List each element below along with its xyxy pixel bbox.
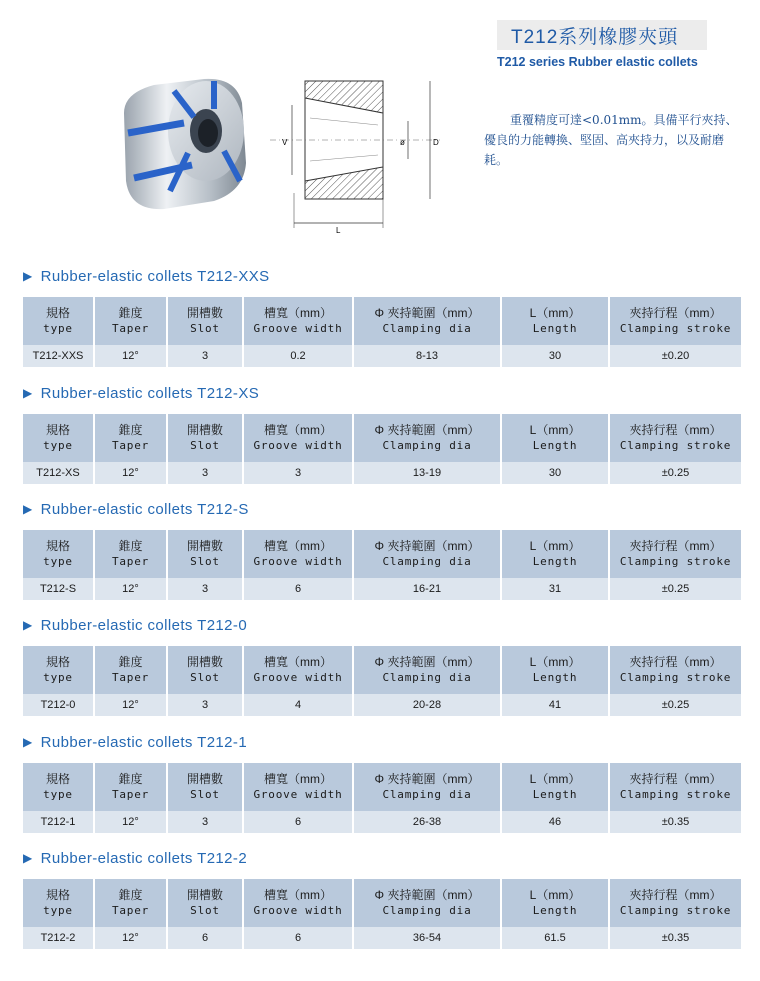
column-header-en: Slot	[190, 555, 220, 568]
column-header	[609, 879, 741, 927]
table-cell: 6	[243, 578, 353, 600]
table-row	[23, 927, 741, 949]
column-header-en: Length	[532, 788, 578, 801]
table-cell: ±0.25	[609, 462, 741, 484]
table-cell: 30	[501, 345, 609, 367]
column-header-zh: 夾持行程（mm）	[629, 539, 722, 553]
column-header	[243, 414, 353, 462]
triangle-bullet-icon: ▶	[23, 735, 33, 749]
spec-table	[23, 530, 741, 600]
column-header-zh: 錐度	[118, 423, 143, 437]
section-title-text: Rubber-elastic collets T212-XXS	[40, 267, 270, 285]
spec-section	[23, 265, 741, 367]
table-cell: T212-XXS	[23, 345, 94, 367]
table-row	[23, 345, 741, 367]
column-header-en: Groove width	[253, 671, 343, 684]
table-cell: ±0.35	[609, 811, 741, 833]
column-header	[23, 879, 94, 927]
column-header	[353, 646, 501, 694]
column-header-en: type	[43, 555, 73, 568]
column-header	[243, 530, 353, 578]
column-header-en: Groove width	[253, 439, 343, 452]
table-cell: T212-S	[23, 578, 94, 600]
column-header-zh: 錐度	[118, 306, 143, 320]
column-header-zh: 規格	[45, 423, 70, 437]
column-header	[609, 414, 741, 462]
section-title	[23, 382, 741, 404]
section-title	[23, 614, 741, 636]
table-cell: 3	[167, 578, 243, 600]
section-title-text: Rubber-elastic collets T212-S	[40, 500, 249, 518]
section-title-text: Rubber-elastic collets T212-1	[40, 733, 248, 751]
table-cell: 61.5	[501, 927, 609, 949]
table-cell: T212-1	[23, 811, 94, 833]
table-cell: 36-54	[353, 927, 501, 949]
table-cell: 12°	[94, 578, 167, 600]
column-header-en: Clamping stroke	[619, 671, 732, 684]
column-header-en: Slot	[190, 671, 220, 684]
section-title	[23, 731, 741, 753]
column-header-en: Groove width	[253, 788, 343, 801]
column-header-zh: Φ 夾持範圍（mm）	[374, 655, 480, 669]
column-header	[167, 646, 243, 694]
column-header	[94, 414, 167, 462]
column-header-en: type	[43, 904, 73, 917]
column-header-en: Slot	[190, 322, 220, 335]
column-header-en: Taper	[111, 788, 150, 801]
table-cell: 13-19	[353, 462, 501, 484]
column-header-zh: 槽寬（mm）	[264, 306, 332, 320]
column-header-zh: L（mm）	[529, 655, 581, 669]
table-cell: 3	[167, 811, 243, 833]
table-cell: 3	[167, 345, 243, 367]
column-header	[501, 763, 609, 811]
column-header-en: Clamping dia	[382, 904, 472, 917]
table-cell: 6	[243, 927, 353, 949]
table-cell: T212-XS	[23, 462, 94, 484]
column-header	[167, 297, 243, 345]
section-title-text: Rubber-elastic collets T212-XS	[40, 384, 260, 402]
table-row	[23, 578, 741, 600]
spec-table	[23, 646, 741, 716]
table-cell: 12°	[94, 811, 167, 833]
table-cell: 12°	[94, 462, 167, 484]
column-header	[353, 530, 501, 578]
column-header-zh: Φ 夾持範圍（mm）	[374, 888, 480, 902]
column-header-en: Length	[532, 439, 578, 452]
section-title	[23, 847, 741, 869]
column-header-zh: 夾持行程（mm）	[629, 423, 722, 437]
table-cell: 6	[243, 811, 353, 833]
column-header-en: Groove width	[253, 904, 343, 917]
table-cell: 8-13	[353, 345, 501, 367]
spec-section	[23, 847, 741, 949]
column-header	[609, 530, 741, 578]
column-header	[243, 297, 353, 345]
column-header-zh: 錐度	[118, 655, 143, 669]
table-row	[23, 811, 741, 833]
spec-table	[23, 879, 741, 949]
table-cell: 12°	[94, 927, 167, 949]
table-row	[23, 694, 741, 716]
table-header-row	[23, 763, 741, 811]
column-header-zh: 錐度	[118, 539, 143, 553]
column-header	[353, 414, 501, 462]
column-header	[23, 530, 94, 578]
column-header	[94, 646, 167, 694]
column-header	[353, 763, 501, 811]
column-header-en: Groove width	[253, 322, 343, 335]
column-header	[94, 297, 167, 345]
column-header-zh: 開槽數	[186, 423, 223, 437]
table-cell: 16-21	[353, 578, 501, 600]
spec-section	[23, 498, 741, 600]
column-header	[501, 297, 609, 345]
column-header-en: Length	[532, 904, 578, 917]
column-header-en: Clamping stroke	[619, 788, 732, 801]
column-header-zh: L（mm）	[529, 423, 581, 437]
column-header	[609, 297, 741, 345]
column-header	[243, 646, 353, 694]
table-cell: T212-0	[23, 694, 94, 716]
triangle-bullet-icon: ▶	[23, 386, 33, 400]
page-subtitle: T212 series Rubber elastic collets	[497, 55, 698, 69]
column-header-en: Slot	[190, 904, 220, 917]
table-cell: 3	[167, 462, 243, 484]
spec-section	[23, 614, 741, 716]
column-header-zh: 夾持行程（mm）	[629, 888, 722, 902]
column-header-en: Clamping dia	[382, 671, 472, 684]
column-header-en: Clamping dia	[382, 555, 472, 568]
drawing-label-d: D	[433, 138, 439, 147]
column-header-zh: 規格	[45, 306, 70, 320]
column-header	[609, 763, 741, 811]
triangle-bullet-icon: ▶	[23, 269, 33, 283]
column-header	[94, 530, 167, 578]
column-header-en: Taper	[111, 671, 150, 684]
column-header-zh: 槽寬（mm）	[264, 772, 332, 786]
column-header-zh: Φ 夾持範圍（mm）	[374, 539, 480, 553]
column-header	[167, 879, 243, 927]
spec-table	[23, 414, 741, 484]
table-cell: 3	[243, 462, 353, 484]
table-cell: 46	[501, 811, 609, 833]
column-header-zh: Φ 夾持範圍（mm）	[374, 423, 480, 437]
column-header-en: Taper	[111, 322, 150, 335]
column-header-zh: 夾持行程（mm）	[629, 306, 722, 320]
column-header-en: Length	[532, 671, 578, 684]
table-header-row	[23, 414, 741, 462]
table-header-row	[23, 297, 741, 345]
column-header-zh: 規格	[45, 888, 70, 902]
column-header	[609, 646, 741, 694]
table-cell: ±0.25	[609, 578, 741, 600]
column-header	[353, 297, 501, 345]
column-header-zh: L（mm）	[529, 306, 581, 320]
column-header-zh: 開槽數	[186, 539, 223, 553]
column-header-zh: 槽寬（mm）	[264, 423, 332, 437]
column-header-en: Clamping dia	[382, 788, 472, 801]
column-header	[23, 763, 94, 811]
table-header-row	[23, 646, 741, 694]
column-header	[501, 646, 609, 694]
column-header	[501, 879, 609, 927]
column-header-en: Clamping stroke	[619, 904, 732, 917]
column-header	[243, 763, 353, 811]
column-header-en: Length	[532, 555, 578, 568]
table-cell: 30	[501, 462, 609, 484]
drawing-label-l: L	[336, 226, 341, 235]
column-header-zh: 錐度	[118, 772, 143, 786]
table-cell: 12°	[94, 694, 167, 716]
column-header	[23, 297, 94, 345]
column-header	[353, 879, 501, 927]
column-header-zh: 開槽數	[186, 306, 223, 320]
column-header-zh: 槽寬（mm）	[264, 539, 332, 553]
column-header-zh: 規格	[45, 539, 70, 553]
column-header-zh: 規格	[45, 655, 70, 669]
column-header-zh: 夾持行程（mm）	[629, 655, 722, 669]
spec-table	[23, 763, 741, 833]
section-title-text: Rubber-elastic collets T212-0	[40, 616, 248, 634]
column-header-en: type	[43, 788, 73, 801]
drawing-label-phi: ø	[400, 138, 405, 147]
column-header-en: type	[43, 322, 73, 335]
column-header	[501, 414, 609, 462]
table-cell: ±0.25	[609, 694, 741, 716]
column-header	[23, 414, 94, 462]
column-header-en: Clamping stroke	[619, 439, 732, 452]
table-header-row	[23, 530, 741, 578]
column-header-en: type	[43, 671, 73, 684]
column-header-zh: 夾持行程（mm）	[629, 772, 722, 786]
column-header-zh: Φ 夾持範圍（mm）	[374, 772, 480, 786]
drawing-label-v: V	[282, 138, 288, 147]
column-header-en: Clamping dia	[382, 322, 472, 335]
section-title	[23, 498, 741, 520]
triangle-bullet-icon: ▶	[23, 618, 33, 632]
column-header	[167, 414, 243, 462]
column-header	[167, 530, 243, 578]
column-header-en: Taper	[111, 555, 150, 568]
column-header-en: Slot	[190, 788, 220, 801]
table-cell: 12°	[94, 345, 167, 367]
table-row	[23, 462, 741, 484]
section-title	[23, 265, 741, 287]
column-header-en: Groove width	[253, 555, 343, 568]
column-header-zh: L（mm）	[529, 772, 581, 786]
table-cell: ±0.20	[609, 345, 741, 367]
column-header-zh: 開槽數	[186, 655, 223, 669]
page-title: T212系列橡膠夾頭	[497, 20, 707, 50]
table-cell: 4	[243, 694, 353, 716]
table-cell: T212-2	[23, 927, 94, 949]
column-header-en: Clamping stroke	[619, 555, 732, 568]
table-cell: 31	[501, 578, 609, 600]
table-cell: 0.2	[243, 345, 353, 367]
column-header-en: Clamping dia	[382, 439, 472, 452]
column-header	[94, 763, 167, 811]
table-cell: ±0.35	[609, 927, 741, 949]
triangle-bullet-icon: ▶	[23, 851, 33, 865]
column-header	[167, 763, 243, 811]
triangle-bullet-icon: ▶	[23, 502, 33, 516]
table-header-row	[23, 879, 741, 927]
column-header-en: Slot	[190, 439, 220, 452]
column-header-en: Length	[532, 322, 578, 335]
table-cell: 41	[501, 694, 609, 716]
column-header-zh: 槽寬（mm）	[264, 655, 332, 669]
column-header-en: Taper	[111, 439, 150, 452]
column-header-en: Taper	[111, 904, 150, 917]
table-cell: 26-38	[353, 811, 501, 833]
column-header-zh: L（mm）	[529, 539, 581, 553]
column-header-zh: L（mm）	[529, 888, 581, 902]
column-header-zh: 開槽數	[186, 888, 223, 902]
section-title-text: Rubber-elastic collets T212-2	[40, 849, 248, 867]
column-header-zh: 槽寬（mm）	[264, 888, 332, 902]
spec-section	[23, 731, 741, 833]
collet-product-image	[114, 73, 254, 213]
spec-table	[23, 297, 741, 367]
column-header-en: type	[43, 439, 73, 452]
column-header	[23, 646, 94, 694]
column-header	[94, 879, 167, 927]
column-header-zh: 規格	[45, 772, 70, 786]
table-cell: 6	[167, 927, 243, 949]
column-header-zh: 錐度	[118, 888, 143, 902]
product-description: 重覆精度可達<0.01mm。具備平行夾持、優良的力能轉換、堅固、高夾持力，以及耐磨耗。	[484, 113, 738, 167]
column-header-en: Clamping stroke	[619, 322, 732, 335]
spec-section	[23, 382, 741, 484]
column-header	[243, 879, 353, 927]
column-header-zh: 開槽數	[186, 772, 223, 786]
column-header	[501, 530, 609, 578]
table-cell: 3	[167, 694, 243, 716]
technical-drawing	[260, 73, 450, 238]
table-cell: 20-28	[353, 694, 501, 716]
column-header-zh: Φ 夾持範圍（mm）	[374, 306, 480, 320]
